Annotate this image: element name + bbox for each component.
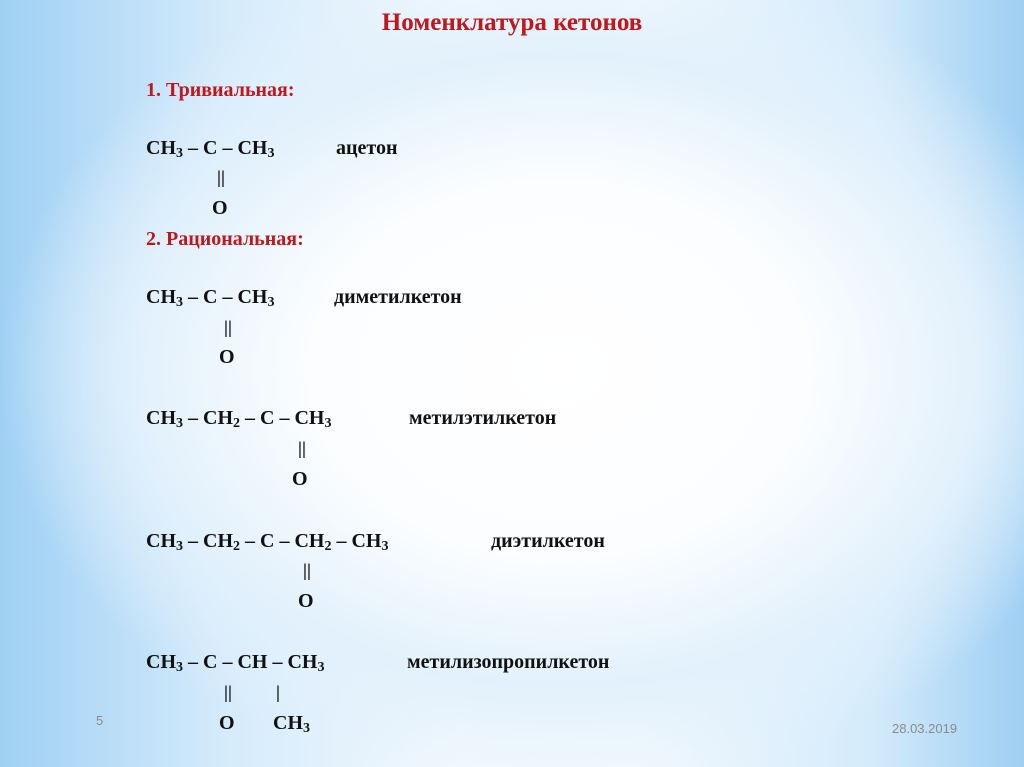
double-bond: ||: [217, 167, 225, 187]
slide-date: 28.03.2019: [892, 721, 958, 736]
oxygen-atom: O: [219, 346, 235, 368]
compound-name: метилэтилкетон: [409, 407, 557, 429]
slide-number: 5: [96, 713, 104, 728]
compound-name: диметилкетон: [334, 286, 462, 308]
single-bond: |: [276, 682, 280, 702]
formula: $CH_3 - CH_2$ – C – $CH_2 - CH_3$: [146, 530, 389, 554]
section-rational-heading: 2. Рациональная:: [146, 228, 304, 250]
compound-name: ацетон: [336, 137, 398, 159]
double-bond: ||: [224, 682, 232, 702]
formula: $CH_3$ – C – CH – $CH_3$: [146, 651, 325, 675]
oxygen-atom: O: [219, 712, 235, 734]
oxygen-atom: O: [298, 590, 314, 612]
double-bond: ||: [298, 438, 306, 458]
compound-name: метилизопропилкетон: [407, 651, 610, 673]
slide-title: Номенклатура кетонов: [381, 9, 643, 36]
methyl-substituent: $CH_3$: [273, 712, 310, 736]
oxygen-atom: O: [212, 197, 228, 219]
section-trivial-heading: 1. Тривиальная:: [146, 79, 295, 101]
double-bond: ||: [303, 560, 311, 580]
oxygen-atom: O: [292, 468, 308, 490]
double-bond: ||: [224, 317, 232, 337]
formula: $CH_3$ – C – $CH_3$: [146, 137, 275, 161]
formula: $CH_3 - CH_2$ – C – $CH_3$: [146, 407, 332, 431]
formula: $CH_3$ – C – $CH_3$: [146, 286, 275, 310]
compound-name: диэтилкетон: [491, 530, 605, 552]
